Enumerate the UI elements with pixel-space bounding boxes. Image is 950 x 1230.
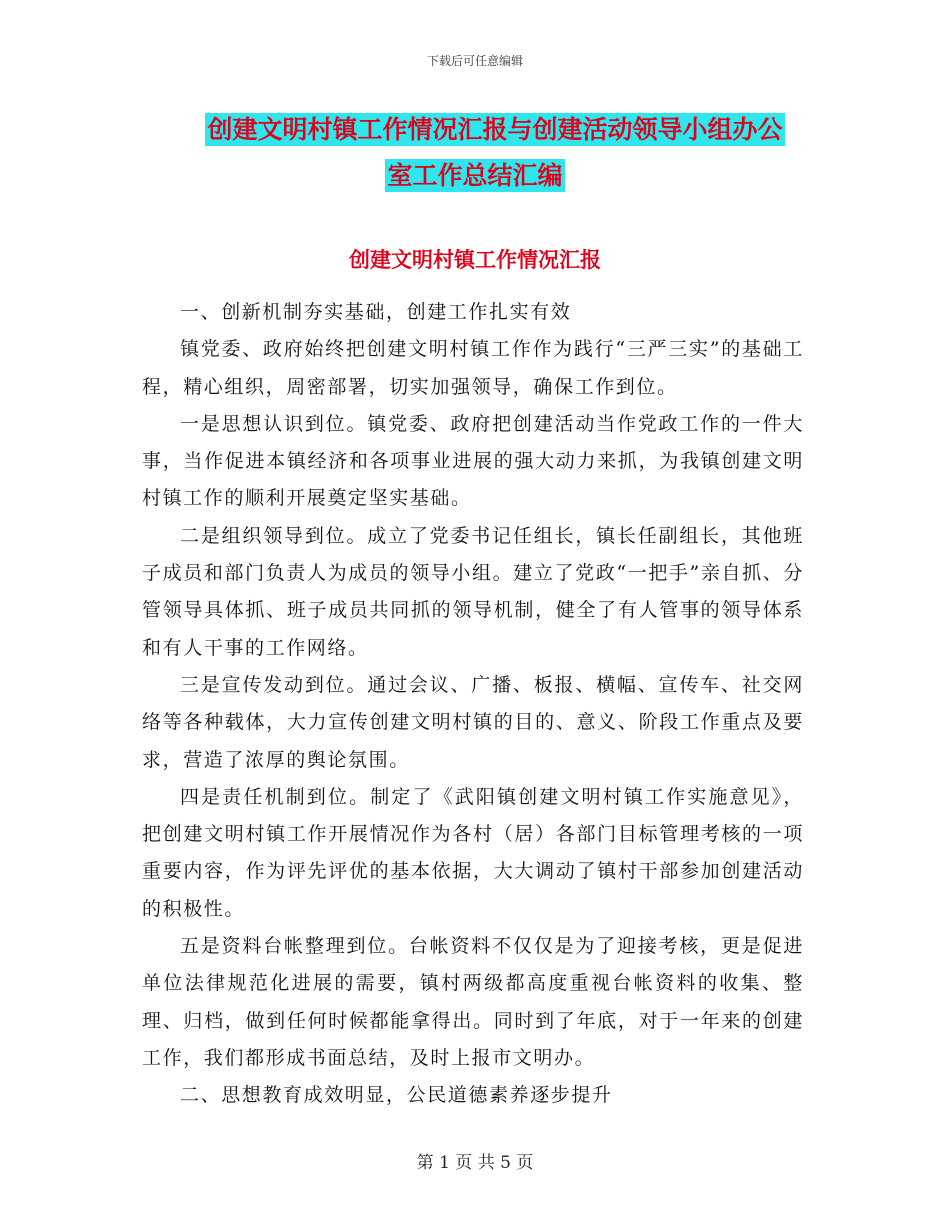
document-title-line-1 bbox=[0, 104, 950, 156]
paragraph: 二是组织领导到位。成立了党委书记任组长，镇长任副组长，其他班子成员和部门负责人为成员的领导小组。建立了党政“一把手”亲自抓、分管领导具体抓、班子成员共同抓的领导机制，健全了有人管事的领导体系和有人干事的工作网络。 bbox=[142, 524, 804, 659]
page-number: 第 1 页 共 5 页 bbox=[416, 1153, 534, 1173]
document-title-line-1-text: 创建文明村镇工作情况汇报与创建活动领导小组办公 bbox=[207, 115, 783, 144]
paragraph: 四是责任机制到位。制定了《武阳镇创建文明村镇工作实施意见》，把创建文明村镇工作开展情况作为各村（居）各部门目标管理考核的一项重要内容，作为评先评优的基本依据，大大调动了镇村干部参加创建活动的积极性。 bbox=[142, 785, 804, 920]
section-title: 创建文明村镇工作情况汇报 bbox=[349, 248, 601, 272]
header-note: 下载后可任意编辑 bbox=[426, 54, 523, 68]
paragraph: 五是资料台帐整理到位。台帐资料不仅仅是为了迎接考核，更是促进单位法律规范化进展的需要，镇村两级都高度重视台帐资料的收集、整理、归档，做到任何时候都能拿得出。同时到了年底，对于一年来的创建工作，我们都形成书面总结，及时上报市文明办。 bbox=[142, 935, 804, 1069]
document-title-line-2 bbox=[0, 150, 950, 202]
document-title-line-2-text: 室工作总结汇编 bbox=[387, 161, 563, 190]
paragraph-heading-1: 一、创新机制夯实基础，创建工作扎实有效 bbox=[180, 301, 572, 323]
paragraph: 一是思想认识到位。镇党委、政府把创建活动当作党政工作的一件大事，当作促进本镇经济和各项事业进展的强大动力来抓，为我镇创建文明村镇工作的顺利开展奠定坚实基础。 bbox=[142, 412, 804, 510]
document-body bbox=[142, 294, 804, 1115]
paragraph: 镇党委、政府始终把创建文明村镇工作作为践行“三严三实”的基础工程，精心组织，周密部署，切实加强领导，确保工作到位。 bbox=[142, 338, 804, 398]
paragraph: 三是宣传发动到位。通过会议、广播、板报、横幅、宣传车、社交网络等各种载体，大力宣传创建文明村镇的目的、意义、阶段工作重点及要求，营造了浓厚的舆论氛围。 bbox=[142, 673, 804, 771]
paragraph-heading-2: 二、思想教育成效明显，公民道德素养逐步提升 bbox=[180, 1084, 613, 1107]
